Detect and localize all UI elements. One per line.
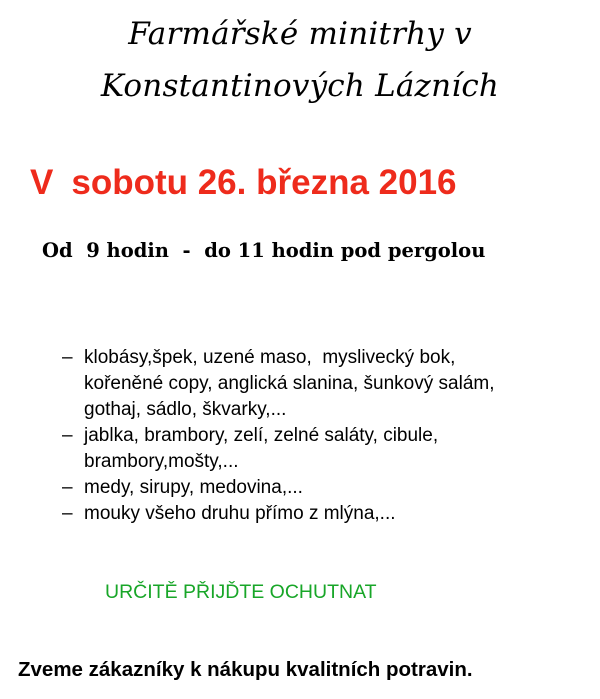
bullet-dash: –	[62, 425, 73, 446]
title-line-2: Konstantinových Lázních	[100, 68, 500, 104]
list-item	[60, 501, 495, 527]
list-item-line: mouky všeho druhu přímo z mlýna,...	[84, 503, 396, 524]
list-item-line: kořeněné copy, anglická slanina, šunkový salám,	[84, 373, 495, 394]
list-item	[60, 345, 495, 423]
call-to-action: URČITĚ PŘIJĎTE OCHUTNAT	[105, 581, 377, 603]
bullet-dash: –	[62, 477, 73, 498]
list-item-line: jablka, brambory, zelí, zelné saláty, cibule,	[84, 425, 439, 446]
list-item-line: brambory,mošty,...	[84, 451, 239, 472]
event-date	[30, 163, 457, 203]
list-item	[60, 423, 495, 475]
title-line-1: Farmářské minitrhy v	[128, 16, 472, 52]
date-text: sobotu 26. března 2016	[71, 163, 457, 202]
date-prefix: V	[30, 163, 54, 202]
product-list	[60, 345, 495, 527]
list-item	[60, 475, 495, 501]
list-item-line: gothaj, sádlo, škvarky,...	[84, 399, 287, 420]
list-item-line: klobásy,špek, uzené maso, myslivecký bok,	[84, 347, 456, 368]
list-item-line: medy, sirupy, medovina,...	[84, 477, 303, 498]
footer-invitation: Zveme zákazníky k nákupu kvalitních potravin.	[18, 658, 473, 681]
bullet-dash: –	[62, 503, 73, 524]
bullet-dash: –	[62, 347, 73, 368]
event-time: Od 9 hodin - do 11 hodin pod pergolou	[42, 239, 486, 262]
